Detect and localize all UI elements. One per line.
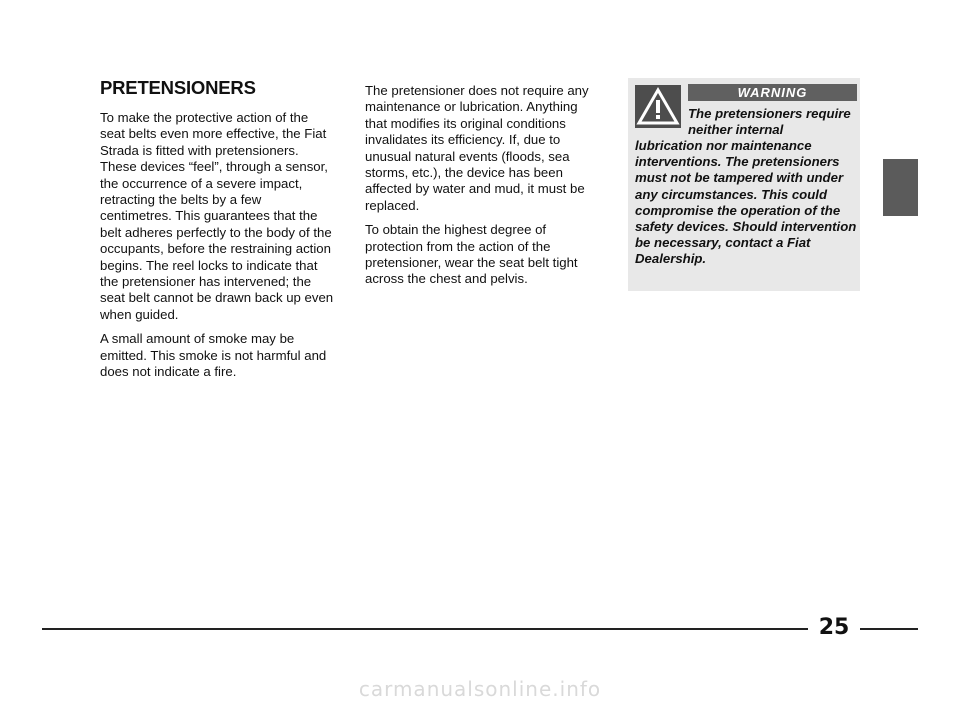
section-heading: PRETENSIONERS xyxy=(100,77,256,98)
middle-paragraph-1: The pretensioner does not require any maintenance or lubrication. Anything that modifies its original conditions invalidates its efficiency. If, due to unusual natural events (floods, sea storms, etc.), the device has been affected by water and mud, it must be replaced. xyxy=(365,83,589,213)
watermark: carmanualsonline.info xyxy=(358,677,602,701)
warning-text-part2: lubrication nor maintenance interventions. The pretensioners must not be tampered with under any circumstances. This could compromise the operation of the safety devices. Should intervention be necessary, contact a Fiat Dealership. xyxy=(635,138,857,267)
warning-label: WARNING xyxy=(688,84,857,101)
warning-box xyxy=(628,78,860,291)
left-paragraph-2: A small amount of smoke may be emitted. This smoke is not harmful and does not indicate a fire. xyxy=(100,331,327,380)
left-paragraph-1: To make the protective action of the seat belts even more effective, the Fiat Strada is fitted with pretensioners. These devices “feel”, through a sensor, the occurrence of a severe impact, retracting the belts by a few centimetres. This guarantees that the belt adheres perfectly to the body of the occupants, before the restraining action begins. The reel locks to indicate that the pretensioner has intervened; the seat belt cannot be drawn back up even when guided. xyxy=(100,110,334,322)
footer-rule-right xyxy=(860,628,918,630)
warning-text-part1: The pretensioners require neither internal xyxy=(688,106,851,138)
footer-rule-left xyxy=(42,628,808,630)
side-tab-marker xyxy=(883,159,918,216)
left-column xyxy=(100,78,336,389)
middle-column xyxy=(365,83,597,296)
warning-triangle-icon xyxy=(635,85,681,128)
page-number: 25 xyxy=(818,615,850,640)
middle-paragraph-2: To obtain the highest degree of protection from the action of the pretensioner, wear the seat belt tight across the chest and pelvis. xyxy=(365,222,578,287)
